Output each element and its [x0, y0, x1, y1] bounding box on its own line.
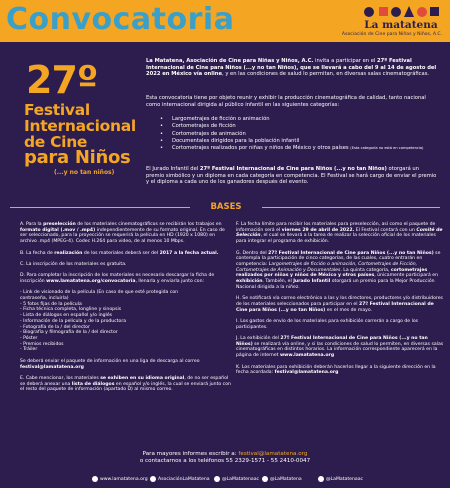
- social-label: @LaMatatenaac: [222, 477, 260, 482]
- intro-text: invita a participar en el: [313, 58, 377, 64]
- rule-emphasis: Comité de Selección: [236, 227, 443, 239]
- category-item: • Largometrajes de ficción o animación: [160, 116, 440, 123]
- rule-text: . La quinta categoría,: [340, 267, 391, 273]
- twitter-icon: [214, 476, 220, 482]
- rule-emphasis: exhibición: [236, 279, 263, 285]
- rule-text: H. Se notificará vía correo electrónico a las y los directores, productores y/o distribuidores de los materiales seleccionados para participar en el: [236, 296, 443, 307]
- globe-icon: [92, 476, 98, 482]
- rule-h: [236, 296, 444, 313]
- festival-title-line-2: Internacional: [24, 117, 136, 135]
- intro-text: , y en las condiciones de salud lo permitan, en diversas salas cinematográficas.: [222, 71, 430, 78]
- intro-paragraph-1: [146, 58, 438, 78]
- festival-title-line-4: para Niños: [24, 147, 131, 168]
- rule-e: [20, 376, 232, 393]
- intro-paragraph-2: Esta convocatoria tiene por objeto reunir y exhibir la producción cinematográfica de calidad, tanto nacional como internacional dirigida al público infantil en las siguientes categorías:: [146, 95, 426, 108]
- requirement-item: contraseña, incluirla): [20, 296, 69, 302]
- rule-text: , el cual se llevará a la tarea de realizar la selección oficial de los materiales para integrar el programa de exhibición.: [236, 233, 436, 245]
- rule-emphasis: preselección: [43, 222, 76, 227]
- category-list: [160, 116, 440, 152]
- rule-text: , únicamente participará en: [374, 273, 438, 279]
- social-website[interactable]: [92, 475, 148, 485]
- social-youtube[interactable]: [318, 475, 363, 485]
- bases-heading: [0, 202, 450, 212]
- intro-paragraph-3: [146, 166, 438, 186]
- rule-text: se realizará vía online, y si las condiciones de salud lo permiten, en diversas salas cinematográficas en distintos horarios. La información correspondiente aparecerá en la página de internet: [236, 341, 444, 359]
- requirement-item: - Información de la película y de la productora: [20, 318, 127, 324]
- festival-email-link[interactable]: festival@lamatatena.org: [20, 364, 84, 370]
- contact-info: [0, 451, 450, 465]
- rule-emphasis: Largometrajes de ficción o animación, Cortometrajes de Ficción, Cortometrajes de Animación y Documentales: [236, 261, 418, 273]
- rule-emphasis: realización: [54, 250, 83, 256]
- rule-text: independientemente de su formato original. En caso de ser seleccionado, para la proyección se requerirá la película en HD (1920 x 1080) en archivo .mp4 (MPEG-4). Codec H.264 para video, de al menos 10 Mbps.: [20, 227, 225, 245]
- category-item: [160, 145, 440, 152]
- rule-f: [236, 222, 444, 245]
- festival-title-line-3: de Cine: [24, 133, 88, 151]
- rule-k: [236, 365, 444, 376]
- social-label: AsociaciónLaMatatena: [158, 477, 210, 482]
- rule-b: [20, 251, 232, 257]
- deadline: viernes 29 de abril de 2022.: [281, 227, 355, 233]
- registration-link[interactable]: www.lamatatena.org/convocatoria: [46, 278, 136, 284]
- social-label: www.lamatatena.org: [100, 477, 148, 482]
- social-label: @LaMatatenaac: [326, 477, 364, 482]
- rule-emphasis: 27º Festival Internacional de Cine para Niños (...y no tan Niños): [268, 250, 434, 256]
- category-item-label: Cortometrajes realizados por niñas y niños de México y otros países: [172, 145, 349, 152]
- page-title: Convocatoria: [6, 2, 235, 37]
- rules-left-column: [20, 222, 232, 399]
- divider: [10, 207, 190, 208]
- requirement-item: - Fotografía de la / del director: [20, 324, 90, 330]
- rule-text: . También, el: [262, 279, 294, 285]
- rule-emphasis: 27º Festival Internacional de Cine para Niños (...y no tan Niños): [236, 301, 434, 313]
- rule-emphasis: se exhiben en su idioma original: [100, 375, 185, 381]
- contact-line-2: o contactarnos a los teléfonos 55 2329-1571 - 55 2410-0047: [139, 458, 311, 465]
- requirement-item: - Tráiler: [20, 347, 38, 353]
- social-label: @LaMatatena: [270, 477, 302, 482]
- rule-text: El Festival contará con un: [354, 227, 417, 233]
- intro-festival-dates: 27º Festival Internacional de Cine para Niños (...y no tan Niños), que se llevará a cabo del 9 al 14 de agosto del 2022 en México vía online: [146, 58, 437, 78]
- rule-text: en español y/o inglés, la cual se enviará junto con el resto del paquete de información (apartado D) al mismo correo.: [20, 381, 231, 393]
- rule-text: J. La exhibición del: [236, 336, 281, 341]
- rule-text: Se deberá enviar el paquete de información en una liga de descarga al correo: [20, 358, 200, 364]
- rule-text: en el mes de mayo.: [325, 307, 373, 313]
- rule-text: D. Para completar la inscripción de los materiales es necesario descargar la ficha de inscripción: [20, 273, 215, 284]
- logo-subtitle: Asociación de Cine para Niñas y Niños, A.C.: [341, 32, 443, 37]
- requirements-list: [20, 290, 232, 353]
- requirement-item: - Póster: [20, 336, 38, 341]
- rule-c: C. La inscripción de los materiales es gratuita.: [20, 261, 127, 267]
- logo-name: La matatena: [364, 19, 438, 31]
- rule-text: B. La fecha de: [20, 250, 55, 256]
- social-twitter[interactable]: [214, 475, 259, 485]
- website-link[interactable]: www.lamatatena.org: [279, 353, 335, 359]
- rule-emphasis: Jurado Infantil: [293, 279, 331, 285]
- intro-text: El Jurado Infantil del: [146, 166, 200, 172]
- intro-text: otorgará un premio simbólico y un diploma en cada categoría en competencia. El Festival se hará cargo de enviar el premio y el diploma a cada uno de los ganadores después del evento.: [146, 166, 437, 186]
- bases-title: BASES: [210, 202, 242, 212]
- header-banner: [0, 0, 450, 42]
- requirement-item: - Premios recibidos: [20, 341, 64, 347]
- rule-text: A. Para la: [20, 222, 44, 227]
- requirement-item: - Lista de diálogos en español y/o inglés: [20, 313, 113, 319]
- rule-emphasis: cortometrajes realizados por niñas y niños de México y otros países: [236, 267, 428, 279]
- rules-right-column: [236, 222, 444, 382]
- rule-text: , llenarla y enviarla junto con:: [135, 278, 205, 284]
- divider: [262, 207, 440, 208]
- requirement-item: - Link de visionado de la película (En caso de que esté protegida con: [20, 290, 179, 296]
- rule-text: de los materiales deberá ser del: [82, 250, 160, 256]
- intro-org-name: La Matatena, Asociación de Cine para Niñas y Niños, A.C.: [146, 58, 314, 64]
- category-note: (Esta categoría no está en competencia): [350, 146, 424, 151]
- category-item: • Cortometrajes de animación: [160, 131, 440, 138]
- youtube-icon: [318, 476, 324, 482]
- contact-email-link[interactable]: festival@lamatatena.org: [238, 451, 308, 457]
- facebook-icon: [150, 476, 156, 482]
- requirement-item: - 5 fotos fijas de la película: [20, 301, 82, 307]
- rule-text: E. Cabe mencionar, los materiales: [20, 375, 101, 381]
- rule-emphasis: lista de diálogos: [71, 381, 115, 387]
- social-instagram[interactable]: [262, 475, 302, 485]
- rule-g: [236, 251, 444, 291]
- rule-text: G. Dentro del: [236, 250, 269, 256]
- instagram-icon: [262, 476, 268, 482]
- rule-text: F. La fecha límite para recibir los materiales para preselección, así como el paquete de información será el: [236, 222, 436, 233]
- festival-tagline: (...y no tan niños): [54, 169, 115, 176]
- category-item: • Cortometrajes de ficción: [160, 123, 440, 130]
- rule-a: [20, 222, 232, 245]
- category-item: • Documentales dirigidos para la población infantil: [160, 138, 440, 145]
- rule-i: I. Los gastos de envío de los materiales para exhibición correrán a cargo de los participantes.: [236, 318, 419, 330]
- festival-edition: 27º: [26, 58, 98, 102]
- festival-title-line-1: Festival: [24, 101, 90, 119]
- rule-text: se contempla la participación de cinco categorías, de las cuales, cuatro entrarán en competencia:: [236, 250, 441, 267]
- rule-emphasis: 2017 a la fecha actual.: [159, 250, 219, 256]
- rule-emphasis: 27º Festival Internacional de Cine para Niños (...y no tan Niños): [236, 336, 428, 347]
- rule-text: otorgará un premio para la Mejor Producción Nacional dirigida a la niñez.: [236, 279, 435, 290]
- rule-d: [20, 273, 232, 284]
- send-instructions: [20, 359, 232, 370]
- requirement-item: - Biografía y filmografía de la / del director: [20, 330, 118, 336]
- rule-j: [236, 336, 444, 359]
- social-facebook[interactable]: [150, 475, 210, 485]
- festival-email-link[interactable]: festival@lamatatena.org: [274, 370, 339, 376]
- rule-text: , de no ser español se deberá anexar una: [20, 375, 229, 387]
- requirement-item: - Ficha técnica completa, longline y sinopsis: [20, 307, 122, 313]
- rule-text: K. Los materiales para exhibición deberán hacerlos llegar a la siguiente dirección en la fecha acordada:: [236, 364, 436, 376]
- intro-festival-name: 27º Festival Internacional de Cine para Niños (...y no tan Niños): [199, 166, 387, 172]
- contact-text: Para mayores informes escribir a:: [142, 451, 239, 457]
- rule-emphasis: formato digital (.mov / .mp4): [20, 227, 96, 233]
- rule-text: de los materiales cinematográficos se recibirán los trabajos en: [75, 222, 222, 227]
